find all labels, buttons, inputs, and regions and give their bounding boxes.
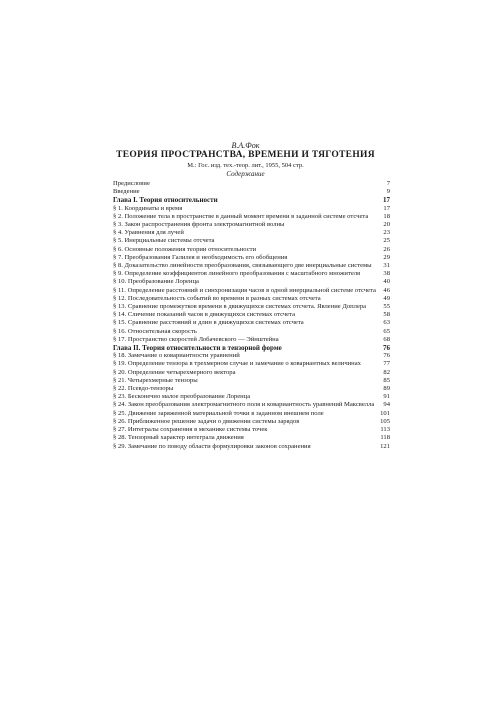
toc-entry-page: 76 [383,344,390,353]
toc-entry-page: 17 [383,204,390,212]
toc-entry-page: 29 [383,253,390,261]
toc-entry-title: Глава I. Теория относительности [113,196,218,205]
toc-entry-page: 101 [380,409,390,417]
toc-entry-page: 25 [383,237,390,245]
toc-entry [113,229,390,237]
publisher-line: М.: Гос. изд. тех.-теор. лит., 1955, 504 стр. [187,162,304,169]
toc-entry-title: § 12. Последовательность событий во времени в разных системах отсчета [113,294,321,302]
toc-entry-title: § 24. Закон преобразования электромагнитного поля и ковариантность уравнений Максвелла [113,401,375,409]
toc-entry [113,237,390,245]
toc-entry-page: 46 [383,286,390,294]
toc-entry-title: § 17. Пространство скоростей Лобачевского — Эйнштейна [113,335,279,343]
toc-entry-page: 118 [380,434,390,442]
toc-entry [113,360,390,368]
toc-entry [113,369,390,377]
toc-entry [113,180,390,188]
author: В.А.Фок [231,141,260,150]
toc-entry-page: 20 [383,221,390,229]
toc-entry [113,426,390,434]
toc-entry-page: 68 [383,335,390,343]
toc-entry-title: § 20. Определение четырехмерного вектора [113,368,236,376]
toc-entry-title: § 2. Положение тела в пространстве в данный момент времени в заданной системе отсчета [113,212,369,220]
toc-entry-title: § 10. Преобразование Лоренца [113,278,199,286]
toc-entry-page: 65 [383,327,390,335]
toc-entry-title: § 25. Движение заряженной материальной точки в заданном внешнем поле [113,409,324,417]
toc-entry [113,393,390,401]
toc-entry-title: § 6. Основные положения теории относительности [113,245,257,253]
toc-entry-page: 23 [383,229,390,237]
toc-entry-title: § 4. Уравнения для лучей [113,229,184,237]
toc-entry-title: § 23. Бесконечно малое преобразование Лоренца [113,393,251,401]
toc-entry [113,303,390,311]
toc-entry-page: 76 [383,352,390,360]
toc-entry-title: § 7. Преобразования Галилея и необходимость его обобщения [113,253,288,261]
toc-entry [113,319,390,327]
toc-entry-title: § 22. Псевдо-тензоры [113,385,174,393]
toc-entry [113,352,390,360]
toc-entry-page: 82 [383,368,390,376]
toc-entry-page: 94 [383,401,390,409]
toc-entry-page: 121 [380,442,390,450]
toc-chapter [113,344,390,352]
toc-entry-page: 55 [383,303,390,311]
toc-entry-page: 77 [383,360,390,368]
toc-entry [113,418,390,426]
toc-entry [113,328,390,336]
toc-entry [113,434,390,442]
toc-entry-page: 49 [383,294,390,302]
toc-entry [113,188,390,196]
toc-entry-page: 40 [383,278,390,286]
toc-entry-page: 26 [383,245,390,253]
toc-entry-title: § 8. Доказательство линейности преобразования, связывающего две инерциальные системы [113,262,372,270]
toc-entry-title: Введение [113,188,140,196]
toc-entry-title: § 18. Замечание о ковариантности уравнений [113,352,240,360]
toc-entry [113,295,390,303]
toc-entry [113,443,390,451]
toc-entry [113,401,390,409]
toc-entry [113,205,390,213]
toc-entry [113,287,390,295]
toc-entry-title: § 27. Интегралы сохранения в механике системы точек [113,426,268,434]
toc-entry-title: § 29. Замечание по поводу области формулировки законов сохранения [113,442,311,450]
toc-entry [113,270,390,278]
toc-entry-page: 7 [386,180,390,187]
toc-entry [113,278,390,286]
toc-entry-title: § 13. Сравнение промежутков времени в движущихся системах отсчета. Явление Доплера [113,303,367,311]
toc-entry [113,221,390,229]
toc-entry-title: Предисловие [113,180,150,187]
table-of-contents [113,180,390,451]
toc-entry-page: 18 [383,212,390,220]
toc-entry-title: § 3. Закон распространения фронта электромагнитной волны [113,221,285,229]
toc-entry-title: Глава II. Теория относительности в тензорной форме [113,344,282,353]
toc-entry [113,311,390,319]
toc-entry [113,410,390,418]
book-title: ТЕОРИЯ ПРОСТРАНСТВА, ВРЕМЕНИ И ТЯГОТЕНИЯ [116,150,375,160]
toc-entry-page: 63 [383,319,390,327]
toc-entry-title: § 5. Инерциальные системы отсчета [113,237,215,245]
toc-entry-page: 31 [383,262,390,270]
toc-entry-page: 38 [383,270,390,278]
toc-entry-page: 89 [383,385,390,393]
toc-entry-title: § 15. Сравнение расстояний и длин в движущихся системах отсчета [113,319,304,327]
toc-chapter [113,196,390,204]
toc-entry-page: 113 [380,426,390,434]
toc-entry [113,385,390,393]
toc-entry-title: § 21. Четырехмерные тензоры [113,376,198,384]
toc-entry-title: § 16. Относительная скорость [113,327,197,335]
toc-entry [113,336,390,344]
toc-entry [113,254,390,262]
toc-entry-title: § 9. Определение коэффициентов линейного преобразования с масштабного множителя [113,270,361,278]
contents-heading: Содержание [226,170,265,178]
toc-entry-page: 105 [380,417,390,425]
toc-entry-page: 17 [383,196,390,205]
toc-entry-title: § 28. Тензорный характер интеграла движения [113,434,244,442]
toc-entry-title: § 26. Приближенное решение задачи о движении системы зарядов [113,417,300,425]
toc-entry-title: § 11. Определение расстояний и синхронизация часов в одной инерциальной системе отсчета [113,286,376,294]
toc-entry [113,213,390,221]
toc-entry [113,262,390,270]
toc-entry-page: 58 [383,311,390,319]
toc-entry-page: 9 [386,188,390,196]
toc-entry-title: § 1. Координаты и время [113,204,183,212]
toc-entry-page: 91 [383,393,390,401]
toc-entry [113,377,390,385]
toc-entry [113,246,390,254]
toc-entry-title: § 14. Сличение показаний часов в движущихся системах отсчета [113,311,295,319]
toc-entry-title: § 19. Определение тензора в трехмерном случае и замечание о ковариантных величинах [113,360,361,368]
toc-entry-page: 85 [383,376,390,384]
